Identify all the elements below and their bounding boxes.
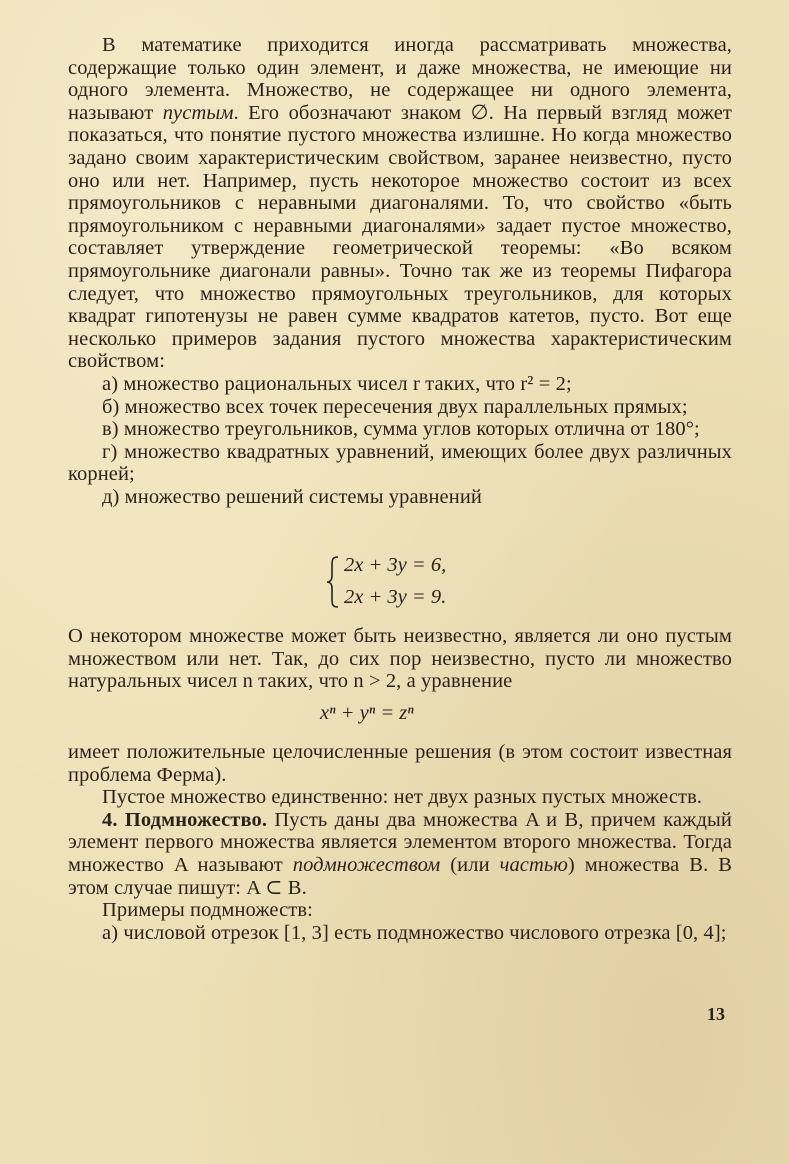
list-item-v: в) множество треугольников, сумма углов которых отлична от 180°; — [102, 418, 700, 441]
system-equation-2: 2x + 3y = 9. — [344, 586, 447, 608]
paragraph-text: ) множества B. В этом случае пишут: A ⊂ B. — [68, 853, 732, 899]
paragraph-empty-set — [68, 34, 732, 373]
system-equation-1: 2x + 3y = 6, — [344, 554, 447, 576]
term-empty: пустым — [162, 101, 234, 124]
section-heading: 4. Подмножество. — [102, 808, 268, 831]
page-number: 13 — [707, 1004, 725, 1024]
list-item-d: д) множество решений системы уравнений — [102, 485, 482, 508]
paragraph-examples: Примеры подмножеств: — [102, 899, 313, 922]
brace-icon — [326, 556, 340, 608]
text-block-fermat-intro — [68, 625, 732, 693]
paragraph-subset — [68, 809, 732, 899]
text-block-bottom — [68, 741, 732, 944]
paragraph-fermat: имеет положительные целочисленные решения (в этом состоит известная проблема Ферма). — [68, 741, 732, 786]
paragraph-text: (или — [440, 853, 490, 876]
paragraph-unique: Пустое множество единственно: нет двух разных пустых множеств. — [102, 786, 703, 809]
fermat-equation: xⁿ + yⁿ = zⁿ — [320, 702, 414, 724]
term-part: частью — [499, 853, 568, 876]
paragraph-text-cont: . Его обозначают знаком ∅. На первый взгляд может показаться, что понятие пустого множества излишне. Но когда множество задано своим характеристическим свойством, заранее неизвестно, пусто оно или нет. Например, пусть некоторое множество состоит из всех прямоугольников с неравными диагоналями. То, что свойство «быть прямоугольником с неравными диагоналями» задает пустое множество, составляет утверждение геометрической теоремы: «Во всяком прямоугольнике диагонали равны». Точно так же из теоремы Пифагора следует, что множество прямоугольных треугольников, для которых квадрат гипотенузы не равен сумме квадратов катетов, пусто. Вот еще несколько примеров задания пустого множества характеристическим свойством: — [68, 101, 732, 373]
paragraph-text: В математике приходится иногда рассматривать множества, содержащие только один элемент, и даже множества, не имеющие ни одного элемента. Множество, не содержащее ни одного элемента, называют — [68, 34, 732, 124]
list-item-example-a: а) числовой отрезок [1, 3] есть подмножество числового отрезка [0, 4]; — [102, 921, 727, 944]
paragraph-text: Пусть даны два множества A и B, причем каждый элемент первого множества является элементом второго множества. Тогда множество A называют — [68, 808, 732, 876]
equation-system — [326, 552, 486, 612]
list-item-g: г) множество квадратных уравнений, имеющих более двух различных корней; — [68, 440, 732, 486]
list-item-b: б) множество всех точек пересечения двух параллельных прямых; — [102, 395, 688, 418]
list-item-a: а) множество рациональных чисел r таких, что r² = 2; — [102, 372, 572, 395]
text-block-top — [68, 34, 732, 508]
term-subset: подмножеством — [292, 853, 441, 876]
paragraph-unknown-set: О некотором множестве может быть неизвестно, является ли оно пустым множеством или нет. Так, до сих пор неизвестно, пусто ли множество натуральных чисел n таких, что n > 2, а уравнение — [68, 625, 732, 693]
